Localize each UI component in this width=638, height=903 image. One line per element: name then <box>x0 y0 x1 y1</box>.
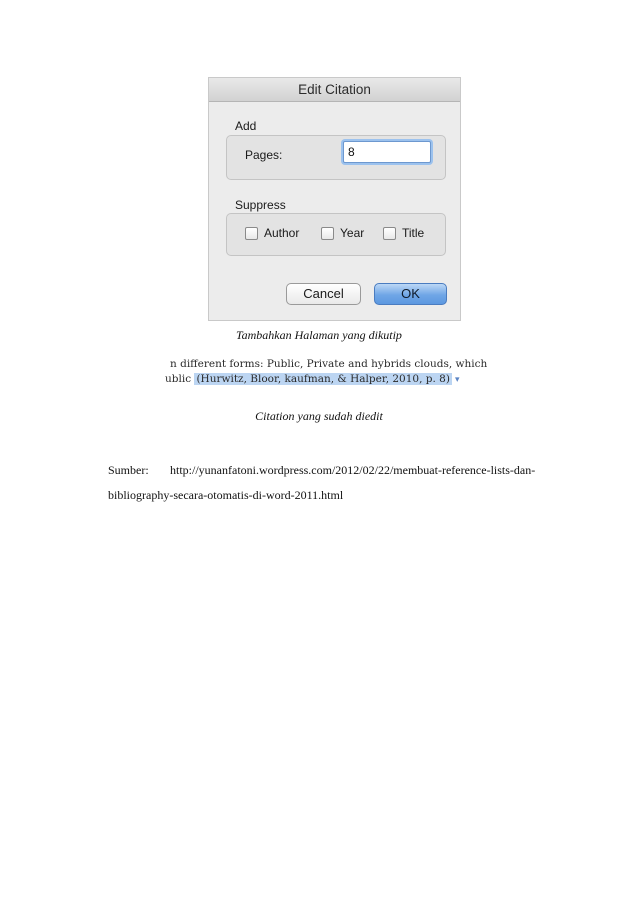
source-label: Sumber: <box>108 463 149 477</box>
add-group-label: Add <box>235 119 257 133</box>
pages-label: Pages: <box>245 148 283 162</box>
suppress-group-box <box>226 213 446 256</box>
snippet-line-2 <box>165 372 471 388</box>
year-checkbox[interactable] <box>321 226 364 240</box>
source-line-2: bibliography-secara-otomatis-di-word-2011.html <box>108 488 344 502</box>
citation-dropdown-icon[interactable]: ▾ <box>454 375 460 385</box>
author-checkbox-label: Author <box>264 226 300 240</box>
pages-input[interactable] <box>343 141 431 163</box>
document-snippet <box>165 357 488 391</box>
dialog-title: Edit Citation <box>209 78 460 102</box>
author-checkbox[interactable] <box>245 226 299 240</box>
snippet-line-2-prefix: ublic <box>165 373 192 385</box>
title-checkbox-label: Title <box>402 226 425 240</box>
ok-button[interactable]: OK <box>374 283 447 305</box>
author-checkbox-box[interactable] <box>245 227 258 240</box>
cancel-button[interactable]: Cancel <box>286 283 361 305</box>
edited-citation[interactable]: (Hurwitz, Bloor, kaufman, & Halper, 2010, p. 8) <box>196 373 450 385</box>
caption-add-pages: Tambahkan Halaman yang dikutip <box>236 328 402 342</box>
source-url-part-1: http://yunanfatoni.wordpress.com/2012/02/22/membuat-reference-lists-dan- <box>170 463 536 477</box>
edit-citation-dialog <box>208 77 461 321</box>
year-checkbox-box[interactable] <box>321 227 334 240</box>
source-line-1 <box>108 458 568 483</box>
snippet-line-1: n different forms: Public, Private and hybrids clouds, which <box>170 358 488 370</box>
add-group-box <box>226 135 446 180</box>
title-checkbox-box[interactable] <box>383 227 396 240</box>
source-reference <box>108 458 568 508</box>
caption-edited-citation: Citation yang sudah diedit <box>255 409 383 423</box>
suppress-group-label: Suppress <box>235 198 286 212</box>
year-checkbox-label: Year <box>340 226 365 240</box>
title-checkbox[interactable] <box>383 226 424 240</box>
